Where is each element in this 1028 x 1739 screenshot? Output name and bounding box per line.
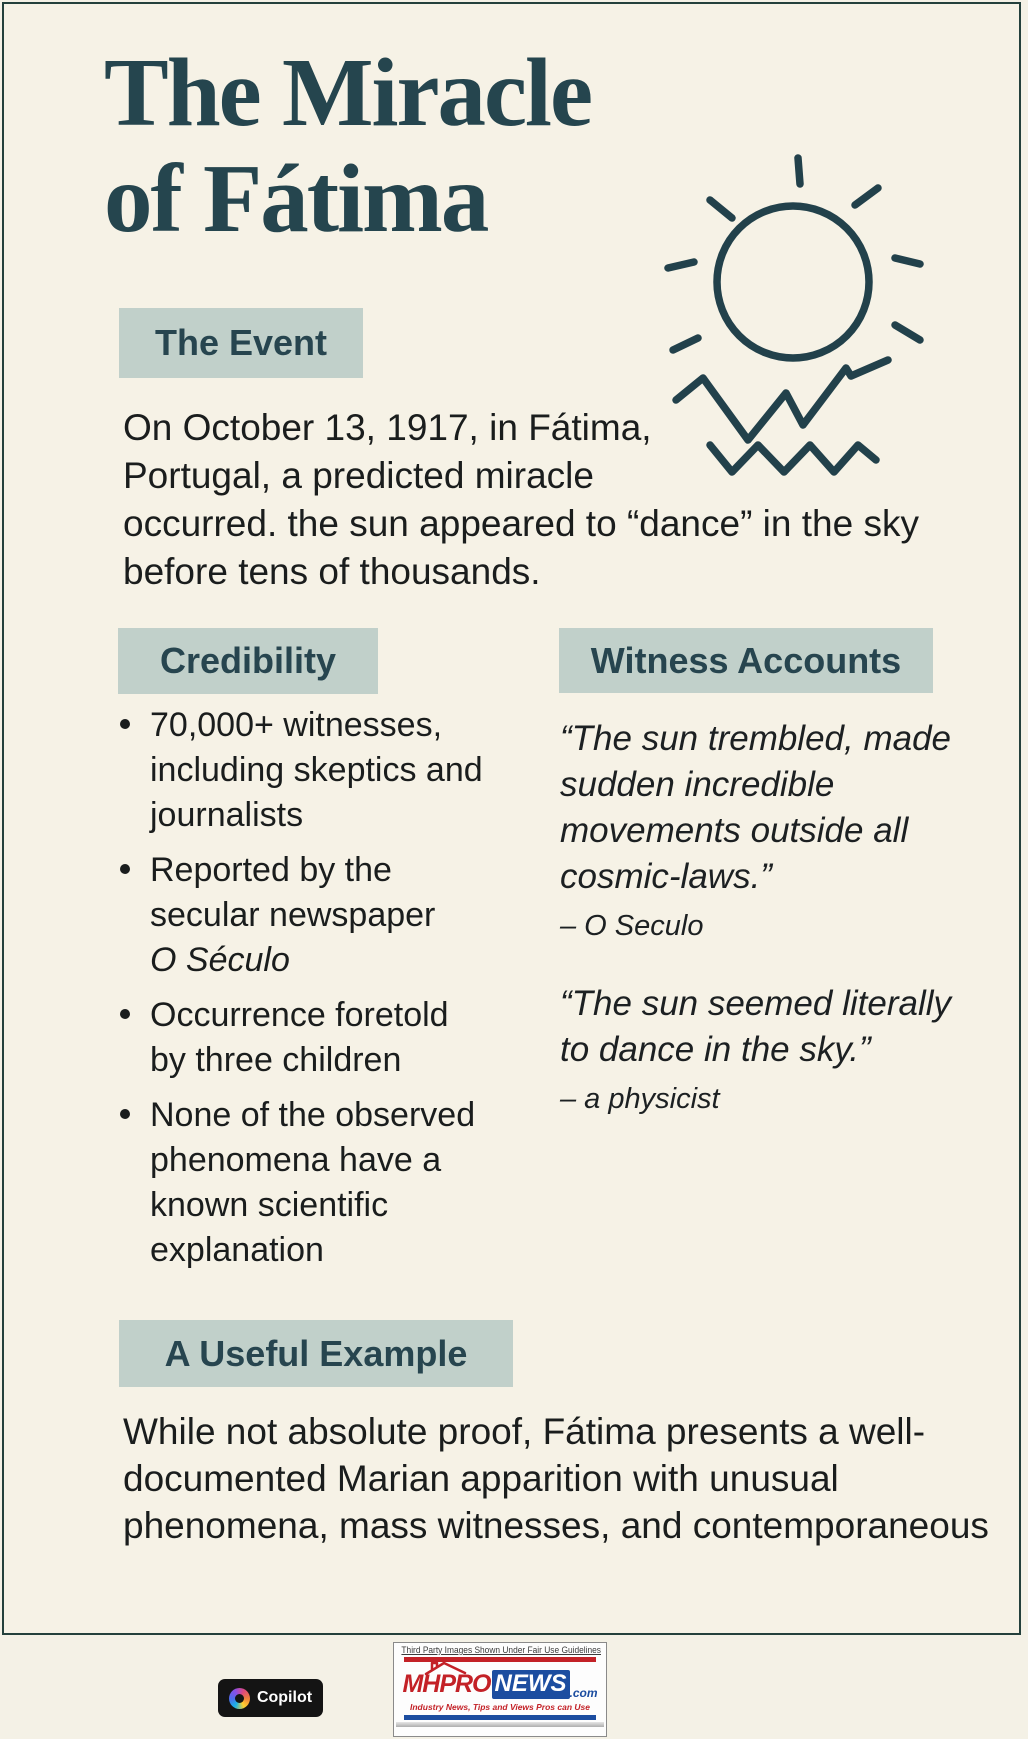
house-icon [424,1660,470,1676]
event-paragraph-line: before tens of thousands. [123,551,541,592]
brand-tld: .com [569,1686,598,1700]
page-title [104,40,591,252]
bullet-italic-text: O Século [150,941,290,979]
bullet-text: None of the observed phenomena have a known scientific explanation [150,1096,476,1269]
copilot-logo-icon [229,1688,250,1709]
event-paragraph-line: On October 13, 1917, in Fátima, [123,407,652,448]
bullet-text: Reported by the secular newspaper [150,851,436,934]
credibility-bullet-list [120,703,492,1283]
bullet-text: 70,000+ witnesses, including skeptics and journalists [150,706,483,834]
brand-mhpro: MHPRO [402,1670,491,1698]
example-paragraph-line: While not absolute proof, Fátima presents a well- [123,1411,926,1452]
bullet-dot-icon [120,1009,130,1019]
mhpronews-logo [393,1642,607,1737]
list-item [120,848,492,983]
section-heading-witness-accounts: Witness Accounts [559,628,933,693]
logo-shadow [396,1722,604,1727]
event-paragraph-line: Portugal, a predicted miracle [123,455,594,496]
mhpronews-wordmark [394,1668,606,1701]
example-paragraph-line: documented Marian apparition with unusual [123,1458,839,1499]
section-heading-the-event: The Event [119,308,363,378]
example-paragraph [123,1408,989,1549]
list-item [120,703,492,838]
bullet-dot-icon [120,864,130,874]
copilot-logo-badge [218,1679,323,1717]
page-title-line1: The Miracle [104,39,592,146]
blue-divider-bar [404,1715,596,1720]
witness-quotes [560,716,958,1154]
event-paragraph-line: occurred. the sun appeared to “dance” in the sky [123,503,919,544]
page-title-line2: of Fátima [104,145,488,252]
example-paragraph-line: phenomena, mass witnesses, and contemporaneous [123,1505,989,1546]
event-paragraph [123,404,919,596]
quote-text: “The sun seemed literally to dance in the sky.” [560,984,951,1069]
quote-attribution: – a physicist [560,1083,720,1115]
bullet-dot-icon [120,719,130,729]
list-item [120,1093,492,1273]
list-item [120,993,492,1083]
bullet-dot-icon [120,1109,130,1119]
brand-tagline: Industry News, Tips and Views Pros can Use [410,1702,590,1712]
brand-news: NEWS [492,1670,570,1699]
bullet-text: Occurrence foretold by three children [150,996,449,1079]
copilot-label: Copilot [256,1689,313,1706]
quote-text: “The sun trembled, made sudden incredible movements outside all cosmic-laws.” [560,719,952,896]
quote-attribution: – O Seculo [560,910,704,942]
section-heading-a-useful-example: A Useful Example [119,1320,513,1387]
fair-use-disclaimer: Third Party Images Shown Under Fair Use Guidelines [401,1645,601,1655]
section-heading-credibility: Credibility [118,628,378,694]
